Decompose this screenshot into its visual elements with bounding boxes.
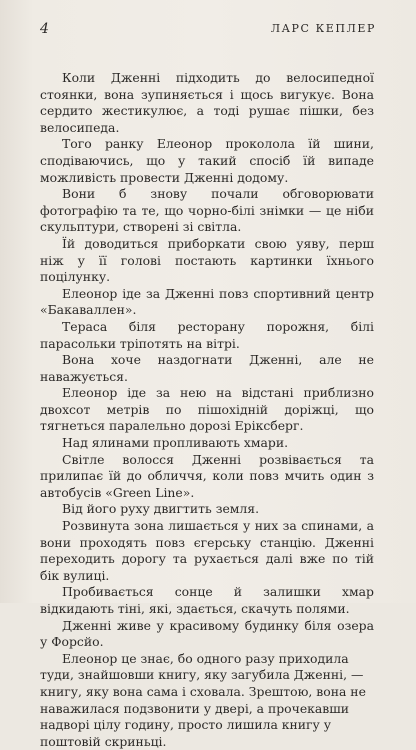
paragraph: Їй доводиться приборкати свою уяву, перш ніж у її голові постають картинки їхнього поцілунку. — [40, 235, 374, 285]
page-number: 4 — [40, 21, 50, 37]
paragraph: Вона хоче наздогнати Дженні, але не наважується. — [40, 352, 374, 384]
paragraph: Тераса біля ресторану порожня, білі парасольки тріпотять на вітрі. — [40, 318, 374, 351]
paragraph: Пробивається сонце й залишки хмар відкидають тіні, які, здається, скачуть полями. — [40, 584, 374, 616]
paragraph: Елеонор це знає, бо одного разу приходила туди, знайшовши книгу, яку загубила Дженні, — книгу, яку вона сама і сховала. Зрештою, вона не наважилася подзвонити у двері, а прочекавши надворі цілу годину, просто лишила книгу у поштовій скриньці. — [40, 650, 366, 749]
page-header — [40, 21, 376, 39]
paragraph: Над ялинами пропливають хмари. — [62, 435, 289, 451]
paragraph: Вони б знову почали обговорювати фотографію та те, що чорно-білі знімки — це ніби скульптури, створені зі світла. — [40, 186, 374, 235]
paragraph: Коли Дженні підходить до велосипедної стоянки, вона зупиняється і щось вигукує. Вона сердито жестикулює, а тоді рушає пішки, без велосипеда. — [40, 70, 374, 135]
running-head-author: ЛАРС КЕПЛЕР — [270, 22, 376, 35]
paragraph: Елеонор іде за нею на відстані приблизно двохсот метрів по пішохідній доріжці, що тягнеться паралельно дорозі Еріксберг. — [40, 385, 374, 434]
paragraph: Того ранку Елеонор проколола їй шини, сподіваючись, що у такий спосіб їй випаде можливість провести Дженні додому. — [40, 136, 374, 185]
body-text — [40, 70, 374, 750]
paragraph: Світле волосся Дженні розвівається та прилипає їй до обличчя, коли повз мчить один з автобусів «Green Line». — [40, 451, 374, 500]
paragraph: Розвинута зона лишається у них за спинами, а вони проходять повз єгерську станцію. Дженні переходить дорогу та рухається далі вже по тій бік вулиці. — [40, 518, 374, 583]
paragraph: Елеонор іде за Дженні повз спортивний центр «Бакаваллен». — [40, 285, 374, 318]
paragraph: Дженні живе у красивому будинку біля озера у Форсйо. — [40, 617, 374, 650]
paragraph: Від його руху двигтить земля. — [62, 501, 260, 517]
